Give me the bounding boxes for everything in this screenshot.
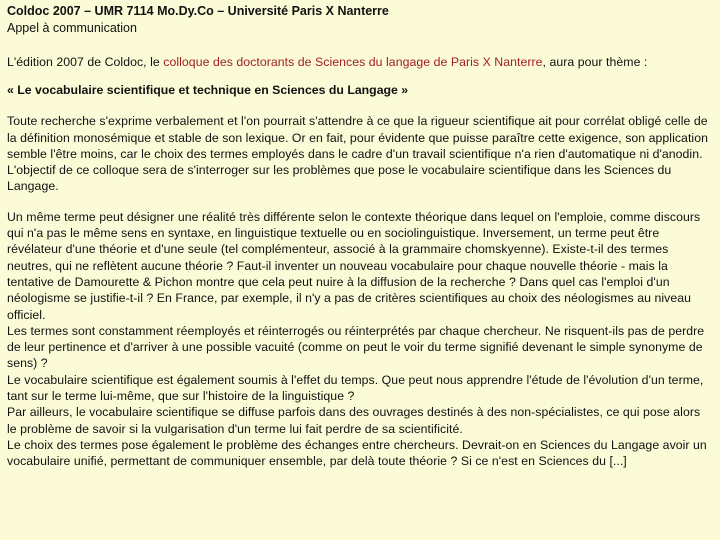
theme-heading: « Le vocabulaire scientifique et technique en Sciences du Langage »: [7, 83, 409, 98]
paragraph-2-line: Par ailleurs, le vocabulaire scientifique se diffuse parfois dans des ouvrages destinés à des non-spécialistes, ce qui pose alors le problème de savoir si la vulgarisation d'un terme lui fait perdre de sa scientificité.: [7, 405, 701, 436]
document-subtitle: Appel à communication: [7, 21, 137, 35]
intro-text-after: , aura pour thème :: [542, 55, 648, 69]
paragraph-2-line: Le vocabulaire scientifique est également soumis à l'effet du temps. Que peut nous apprendre l'étude de l'évolution d'un terme, tant sur le terme lui-même, que sur l'histoire de la linguistique ?: [7, 372, 704, 404]
intro-highlight: colloque des doctorants de Sciences du langage de Paris X Nanterre: [163, 55, 543, 69]
paragraph-2-line: Un même terme peut désigner une réalité très différente selon le contexte théorique dans lequel on l'emploie, comme discours qui n'a pas le même sens en syntaxe, en linguistique textuelle ou en sociolinguistique. Inversement, un terme peut être révélateur d'une théorie et d'une seule (tel complémenteur, associé à la grammaire chomskyenne). Existe-t-il des termes neutres, qui ne reflètent aucune théorie ? Faut-il inventer un nouveau vocabulaire pour chaque nouvelle théorie - mais la tentative de Damourette & Pichon montre que cela peut nuire à la diffusion de la recherche ? Dans quel cas l'emploi d'un néologisme se justifie-t-il ? En France, par exemple, il n'y a pas de critères scientifiques au choix des néologismes au niveau officiel.: [7, 209, 701, 322]
paragraph-2: [7, 209, 712, 470]
document-title: Coldoc 2007 – UMR 7114 Mo.Dy.Co – Université Paris X Nanterre: [7, 4, 389, 18]
intro-text-before: L'édition 2007 de Coldoc, le: [7, 55, 164, 69]
paragraph-2-line: Les termes sont constamment réemployés et réinterrogés ou réinterprétés par chaque chercheur. Ne risquent-ils pas de perdre de leur pertinence et d'arriver à une possible vacuité (comme on peut le voir du terme signifié devenant le simple synonyme de sens) ?: [7, 323, 705, 371]
paragraph-1: Toute recherche s'exprime verbalement et l'on pourrait s'attendre à ce que la rigueur scientifique ait pour corrélat obligé celle de la définition monosémique et stable de son lexique. Or en fait, pour évidente que puisse paraître cette exigence, son application semble l'être moins, car le choix des termes employés dans le cadre d'un travail scientifique n'a rien d'automatique ni d'anodin. L'objectif de ce colloque sera de s'interroger sur les problèmes que pose le vocabulaire scientifique dans les Sciences du Langage.: [7, 114, 708, 194]
paragraph-2-line: Le choix des termes pose également le problème des échanges entre chercheurs. Devrait-on en Sciences du Langage avoir un vocabulaire unifié, permettant de communiquer ensemble, par delà toute théorie ? Si ce n'est en Sciences du [...]: [7, 437, 707, 469]
intro-paragraph: [7, 54, 712, 70]
